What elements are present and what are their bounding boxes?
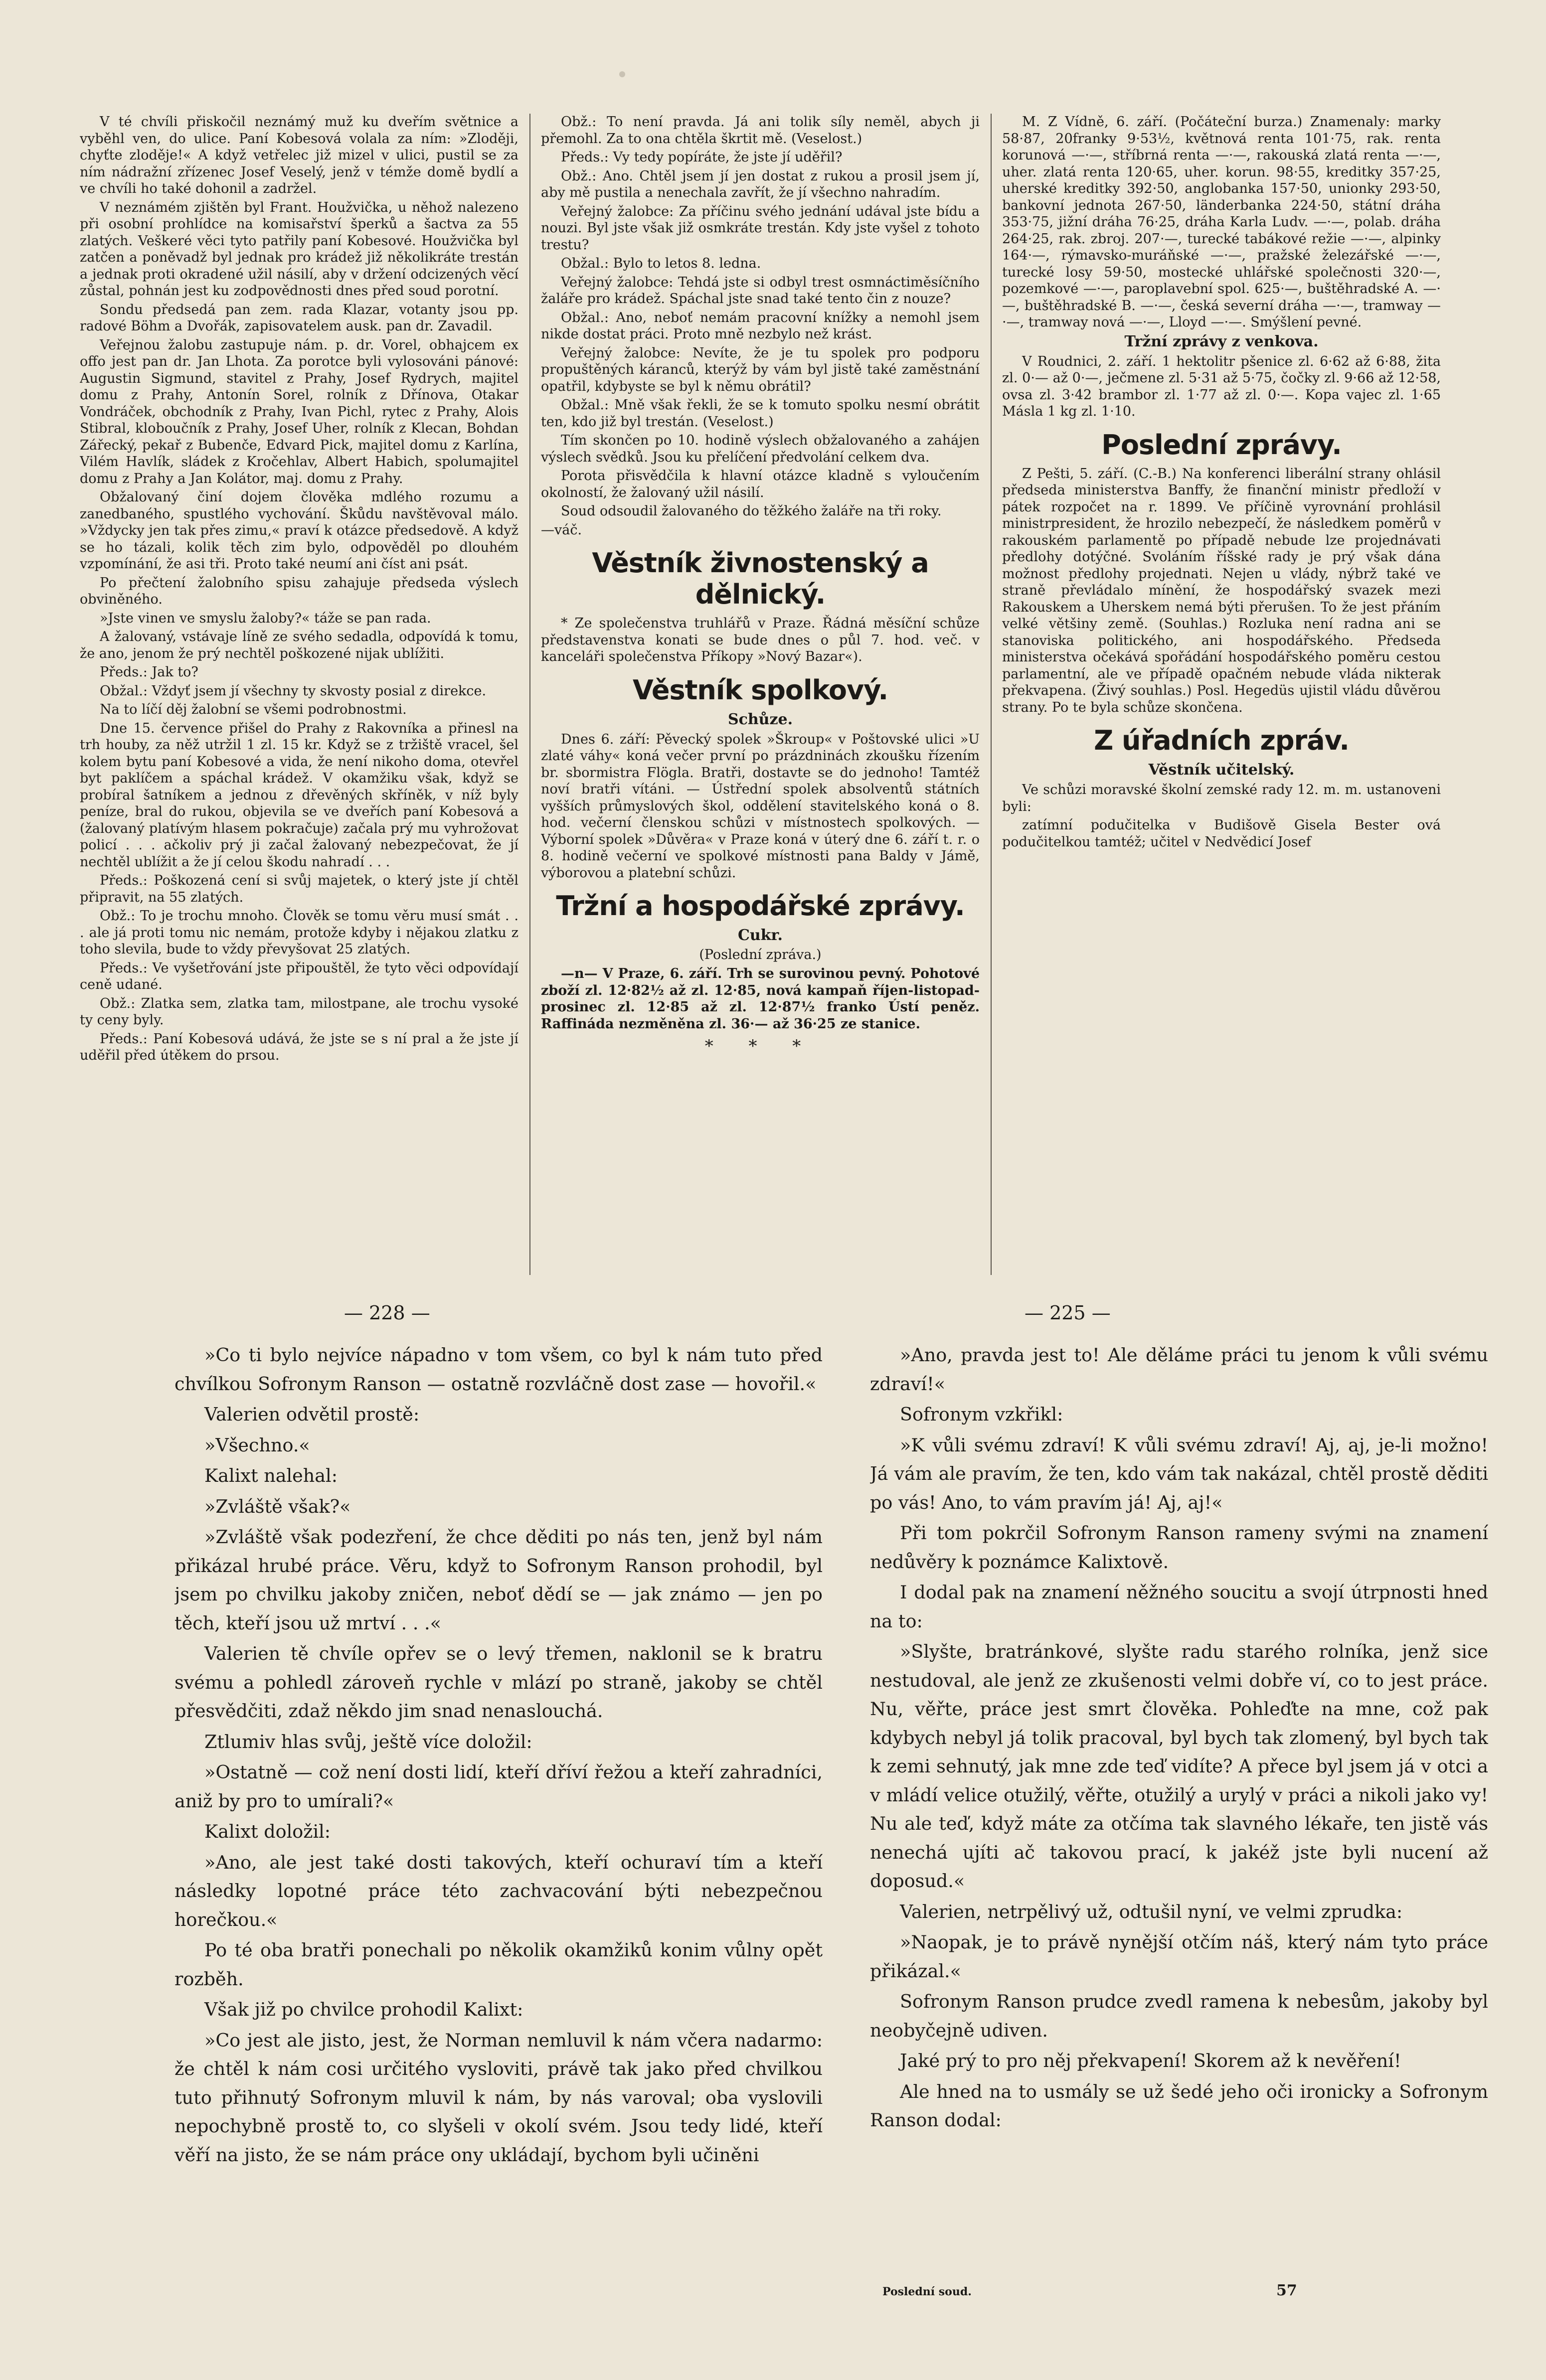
paragraph: Na to líčí děj žalobní se všemi podrobnostmi. [100,702,407,717]
left-page-number: — 228 — [344,1302,430,1324]
paragraph: Předs.: Jak to? [100,664,198,680]
paragraph: Veřejný žalobce: Tehdá jste si odbyl trest osmnáctiměsíčního žaláře pro krádež. Spáchal jste snad také tento čin z nouze? [541,274,980,307]
paragraph: »Co ti bylo nejvíce nápadno v tom všem, co byl k nám tuto před chvílkou Sofronym Ranson — ostatně rozvláčně dost zase — hovořil.« [174,1344,823,1395]
paragraph: Předs.: Vy tedy popíráte, že jste jí uděřil? [561,150,843,165]
paragraph: »Slyšte, bratránkové, slyšte radu starého rolníka, jenž sice nestudoval, ale jenž ze zkušenosti velmi dobře ví, co to jest práce. Nu, věřte, práce jest smrt člověka. Pohleďte na mne, což pak kdybych nebyl já tolik pracoval, byl bych tak zlomený, byl bych tak k zemi sehnutý, jak mne zde teď vidíte? A přece byl jsem já v otci a v mládí velice otužilý, věřte, otužilý a urylý v práci a nikoli jako vy! Nu ale teď, když máte za otčíma tak slavného lékaře, ten jistě vás nenechá ujíti ač takovou prací, k jakéž jste byli nucení až doposud.« [870,1641,1488,1892]
paragraph: Ztlumiv hlas svůj, ještě více doložil: [204,1731,532,1752]
column-1-text [80,114,518,1064]
paragraph: Ale hned na to usmály se už šedé jeho oči ironicky a Sofronym Ranson dodal: [870,2080,1488,2131]
paragraph: Tím skončen po 10. hodině výslech obžalovaného a zahájen výslech svědků. Jsou ku přelíčení předvolání celkem dva. [541,433,980,465]
paragraph: * Ze společenstva truhlářů v Praze. Řádná měsíční schůze představenstva konati se bude dnes o půl 7. hod. več. v kanceláři společenstva Příkopy »Nový Bazar«). [541,616,980,664]
paragraph: Obžal.: Bylo to letos 8. ledna. [561,256,761,271]
article-signature: —váč. [541,522,582,538]
paragraph: Obž.: To není pravda. Já ani tolik síly neměl, abych ji přemohl. Za to ona chtěla škrtit mě. (Veselost.) [541,114,980,147]
paragraph: Dnes 6. září: Pěvecký spolek »Škroup« v Poštovské ulici »U zlaté váhy« koná večer první po prázdninách zkoušku řízením br. sbormistra Flögla. Bratři, dostavte se do jednoho! Tamtéž noví bratři vítáni. — Ústřední spolek absolventů státních vyšších průmyslových škol, oddělení stavitelského koná o 8. hod. večerní členskou schůzi v místnostech spolkových. — Výborní spolek »Důvěra« v Praze koná v úterý dne 6. září t. r. o 8. hodině večerní ve spolkové místnosti pana Baldy v Jámě, výborovou a platební schůzi. [541,731,980,881]
paragraph: Veřejný žalobce: Nevíte, že je tu spolek pro podporu propuštěných káranců, kterýž by vám byl jistě také zaměstnání opatřil, kdybyste se byl k němu obrátil? [541,345,980,394]
vienna-exchange-text [1002,114,1441,331]
spolkovy-text [541,731,980,882]
column-divider-2 [991,114,992,1275]
paragraph: Valerien odvětil prostě: [204,1404,420,1425]
paragraph: »Co jest ale jisto, jest, že Norman nemluvil k nám včera nadarmo: že chtěl k nám cosi určitého vysloviti, právě tak jako před chvilkou tuto přihnutý Sofronym mluvil k nám, by nás varoval; oba vyslovili nepochybně prostě to, co slyšeli v okolí svém. Jsou tedy lidé, kteří věří na jisto, že se nám práce ony ukládají, bychom byli učiněni [174,2029,823,2166]
paragraph: Obž.: Zlatka sem, zlatka tam, milostpane, ale trochu vysoké ty ceny byly. [80,995,518,1028]
paragraph: Ve schůzi moravské školní zemské rady 12. m. m. ustanoveni byli: [1002,782,1441,814]
uradni-text [1002,782,1441,850]
heading-spolkovy: Věstník spolkový. [632,674,888,706]
subheading-schuze: Schůze. [727,710,793,728]
paragraph: »Zvláště však?« [204,1495,351,1517]
paragraph: Předs.: Poškozená cení si svůj majetek, o který jste jí chtěl připravit, na 55 zlatých. [80,873,518,905]
upper-column-3 [1002,114,1441,1280]
column-divider-1 [529,114,530,1275]
paragraph: »Ano, pravda jest to! Ale děláme práci tu jenom k vůli svému zdraví!« [870,1344,1488,1395]
left-page-text [174,1341,823,2169]
paragraph: Po té oba bratři ponechali po několik okamžiků konim vůlny opět rozběh. [174,1939,823,1990]
paper-speck [619,71,625,77]
upper-column-2 [541,114,980,1280]
paragraph: I dodal pak na znamení něžného soucitu a svojí útrpnosti hned na to: [870,1582,1488,1632]
paragraph: »Všechno.« [204,1434,310,1456]
paragraph: Dne 15. července přišel do Prahy z Rakovníka a přinesl na trh houby, za něž utržil 1 zl. 15 kr. Když se z tržiště vracel, šel kolem bytu paní Kobesové a vida, že není nikoho doma, otevřel byt paklíčem a spáchal krádež. V okamžiku však, když se probíral šatníkem a jednou z dřevěných skříněk, v níž byly peníze, bral do rukou, objevila se ve dveřích paní Kobesová a (žalovaný platívým hlasem pokračuje) začala prý mu vyhrožovat policí . . . ačkoliv prý ji začal žalovaný nebezpečovat, že jí nechtěl ublížit a že jí celou škodu nahradí . . . [80,720,518,870]
paragraph: »Ostatně — což není dosti lidí, kteří dříví řežou a kteří zahradníci, aniž by pro to umírali?« [174,1761,823,1812]
paragraph: Předs.: Paní Kobesová udává, že jste se s ní pral a že jste jí uděřil před útěkem do prsou. [80,1031,518,1063]
paragraph: —n— V Praze, 6. září. Trh se surovinou pevný. Pohotové zboží zl. 12·82½ až zl. 12·85, nová kampaň říjen-listopad-prosinec zl. 12·85 až zl. 12·87½ franko Ústí peněz. Raffináda nezměněna zl. 36·— až 36·25 ze stanice. [541,966,980,1032]
paragraph: Sondu předsedá pan zem. rada Klazar, votanty jsou pp. radové Böhm a Dvořák, zapisovatelem ausk. pan dr. Zavadil. [80,302,518,334]
paragraph: Při tom pokrčil Sofronym Ranson rameny svými na znamení nedůvěry k poznámce Kalixtově. [870,1522,1488,1573]
paragraph: Kalixt nalehal: [204,1465,338,1486]
paragraph: Obž.: To je trochu mnoho. Člověk se tomu věru musí smát . . . ale já proti tomu nic nemám, protože kdyby i nějakou zlatku z toho slevila, bude to vždy převyšovat 25 zlatých. [80,908,518,957]
paragraph: Obžalovaný činí dojem člověka mdlého rozumu a zanedbaného, spustlého vychování. Škůdu navštěvoval málo. »Vždycky jen tak přes zimu,« praví k otázce předsedově. A když se ho tázali, kolik těch zim bylo, odpověděl po dlouhém vzpomínání, že asi tři. Proto také neumí ani číst ani psát. [80,489,518,572]
subheading-ucitelsky: Věstník učitelský. [1148,761,1295,779]
paragraph: Veřejnou žalobu zastupuje nám. p. dr. Vorel, obhajcem ex offo jest pan dr. Jan Lhota. Za porotce byli vylosováni pánové: Augustin Sigmund, stavitel z Prahy, Josef Rydrych, majitel domu z Prahy, Antonín Sorel, rolník z Dřínova, Otakar Vondráček, obchodník z Prahy, Ivan Pichl, rytec z Prahy, Alois Stibral, kloboučník z Prahy, Josef Uher, rolník z Klecan, Bohdan Zářecký, pekař z Bubenče, Edvard Pick, majitel domu z Karlína, Vilém Havlík, sládek z Kročehlav, Albert Habich, spolumajitel domu z Prahy a Jan Kolátor, maj. domu z Prahy. [80,337,518,486]
venkov-text [1002,353,1441,420]
paragraph: Sofronym vzkřikl: [900,1404,1063,1425]
posledni-text [1002,466,1441,716]
paragraph: »Ano, ale jest také dosti takových, kteří ochuraví tím a kteří následky lopotné práce této zachvacování býti nebezpečnou horečkou.« [174,1851,823,1930]
paragraph: M. Z Vídně, 6. září. (Počáteční burza.) Znamenaly: marky 58·87, 20franky 9·53½, květnová renta 101·75, rak. renta korunová —·—, stříbrná renta —·—, rakouská zlatá renta —·—, uher. zlatá renta 120·65, uher. korun. 98·55, kreditky 357·25, uherské kreditky 392·50, anglobanka 157·50, unionky 293·50, bankovní jednota 267·50, länderbanka 224·50, státní dráha 353·75, jižní dráha 76·25, dráha Karla Ludv. —·—, polab. dráha 264·25, rak. zbroj. 207·—, turecké tabákové režie —·—, alpinky 164·—, rýmavsko-muráňské —·—, pražské železářské —·—, turecké losy 59·50, mostecké uhlářské společnosti 320·—, pozemkové —·—, paroplavební spol. 625·—, buštěhradské A. —·—, buštěhradské B. —·—, česká severní dráha —·—, tramway —·—, tramway nová —·—, Lloyd —·—. Smýšlení pevné. [1002,114,1441,330]
heading-uradni: Z úřadních zpráv. [1094,725,1349,756]
subheading-cukr: Cukr. [738,927,783,944]
right-book-page [870,1341,1488,2278]
paragraph: Jaké prý to pro něj překvapení! Skorem až k nevěření! [900,2050,1401,2071]
right-page-text [870,1341,1488,2135]
paragraph: V Roudnici, 2. září. 1 hektolitr pšenice zl. 6·62 až 6·88, žita zl. 0·— až 0·—, ječmene zl. 5·31 až 5·75, čočky zl. 9·66 až 12·58, ovsa zl. 3·42 brambor zl. 1·77 až zl. 0·—. Kopa vajec zl. 1·65 Másla 1 kg zl. 1·10. [1002,353,1441,419]
paragraph: Porota přisvědčila k hlavní otázce kladně s vyloučením okolností, že žalovaný užil násilí. [541,468,980,500]
heading-posledni: Poslední zprávy. [1101,429,1342,461]
subheading-venkov: Tržní zprávy z venkova. [1124,332,1319,350]
paragraph: »K vůli svému zdraví! K vůli svému zdraví! Aj, aj, je-li možno! Já vám ale pravím, že ten, kdo vám tak nakázal, chtěl prostě děditi po vás! Ano, to vám pravím já! Aj, aj!« [870,1434,1488,1513]
paragraph: zatímní podučitelka v Budišově Gisela Bester ová podučitelkou tamtéž; učitel v Nedvědicí Josef [1002,817,1441,850]
paragraph: Sofronym Ranson prudce zvedl ramena k nebesům, jakoby byl neobyčejně udiven. [870,1991,1488,2041]
subheading-posledni-zprava: (Poslední zpráva.) [699,947,822,962]
right-page-number: — 225 — [1025,1302,1111,1324]
paragraph: Soud odsoudil žalovaného do těžkého žaláře na tři roky. [561,503,942,519]
paragraph: Valerien, netrpělivý už, odtušil nyní, ve velmi zprudka: [900,1901,1403,1922]
heading-trzni: Tržní a hospodářské zprávy. [556,890,965,922]
paragraph: Obžal.: Vždyť jsem jí všechny ty skvosty posial z direkce. [100,683,487,699]
paragraph: V neznámém zjištěn byl Frant. Houžvička, u něhož nalezeno při osobní prohlídce na komisařství šperků a šactva za 55 zlatých. Veškeré věci tyto patřily paní Kobesové. Houžvička byl zatčen a poněvadž byl jednak pro krádež již několikráte trestán a jednak proti okradené užil násilí, aby v držení odcizených věcí zůstal, pohnán jest ku zodpovědnosti dnes před soud porotní. [80,199,518,299]
paragraph: Veřejný žalobce: Za příčinu svého jednání udával jste bídu a nouzi. Byl jste však již osmkráte trestán. Kdy jste vyšel z tohoto trestu? [541,203,980,253]
paragraph: »Jste vinen ve smyslu žaloby?« táže se pan rada. [100,610,431,626]
paragraph: Obž.: Ano. Chtěl jsem jí jen dostat z rukou a prosil jsem jí, aby mě pustila a nenechala zavřít, že jí všechno nahradím. [541,168,980,200]
trzni-text [541,965,980,1032]
paragraph: Valerien tě chvíle opřev se o levý třemen, naklonil se k bratru svému a pohledl zároveň rychle v mlází po straně, jakoby se chtěl přesvědčiti, zdaž někdo jim snad nenaslouchá. [174,1643,823,1722]
folio-number: 57 [1276,2282,1297,2299]
paragraph: V té chvíli přiskočil neznámý muž ku dveřím světnice a vyběhl ven, do ulice. Paní Kobesová volala za ním: »Zloději, chyťte zloděje!« A když vetřelec již mizel v ulici, pustil se za ním nádražní zřízenec Josef Veselý, jenž v témže domě bydlí a ve chvíli ho také dohonil a zadržel. [80,114,518,196]
paragraph: Předs.: Ve vyšetřování jste připouštěl, že tyto věci odpovídají ceně udané. [80,960,518,992]
paragraph: »Zvláště však podezření, že chce děditi po nás ten, jenž byl nám přikázal hrubé práce. Věru, když to Sofronym Ranson prohodil, byl jsem po chvilku jakoby zničen, neboť dědí se — jak známo — jen po těch, kteří jsou už mrtví . . .« [174,1526,823,1634]
paragraph: Kalixt doložil: [204,1821,331,1842]
court-report-continuation [541,114,980,520]
paragraph: A žalovaný, vstávaje líně ze svého sedadla, odpovídá k tomu, že ano, jenom že prý nechtěl poškozené nijak ublížiti. [80,629,518,661]
left-book-page [174,1341,823,2328]
zivnostensky-text [541,615,980,665]
paragraph: Z Pešti, 5. září. (C.-B.) Na konferenci liberální strany ohlásil předseda ministerstva Banffy, že finanční ministr předloží v pátek rozpočet na r. 1899. Ve příčině vyrovnání prohlásil ministrpresident, že hrozilo nebezpečí, že následkem poměrů v rakouském parlamentě po případě nebude lze projednávati předlohy dotýčné. Svoláním říšské rady je prý však dána možnost předlohy projednati. Nejen u vlády, nýbrž také ve straně převládalo mínění, že hospodářský svazek mezi Rakouskem a Uherskem nemá býti přerušen. To že jest přáním velké většiny země. (Souhlas.) Rozluka není radna ani se stanoviska politického, ani hospodářského. Předseda ministerstva očekává spořádání hospodářského poměru cestou parlamentní, ale ve případě opačném nebude vláda nikterak překvapena. (Živý souhlas.) Posl. Hegedüs ujistil vládu důvěrou strany. Po te byla schůze skončena. [1002,466,1441,715]
paragraph: Obžal.: Mně však řekli, že se k tomuto spolku nesmí obrátit ten, kdo již byl trestán. (Veselost.) [541,397,980,430]
paragraph: Však již po chvilce prohodil Kalixt: [204,1999,523,2020]
paragraph: Po přečtení žalobního spisu zahajuje předseda výslech obviněného. [80,575,518,607]
section-stars: * * * [704,1036,816,1056]
paragraph: Obžal.: Ano, neboť nemám pracovní knížky a nemohl jsem nikde dostat práci. Proto mně nezbylo než krást. [541,310,980,342]
heading-zivnostensky: Věstník živnostenský a dělnický. [592,547,929,610]
upper-column-1 [80,114,518,1280]
paragraph: »Naopak, je to právě nynější otčím náš, který nám tyto práce přikázal.« [870,1931,1488,1982]
printer-signature: Poslední soud. [882,2285,972,2298]
